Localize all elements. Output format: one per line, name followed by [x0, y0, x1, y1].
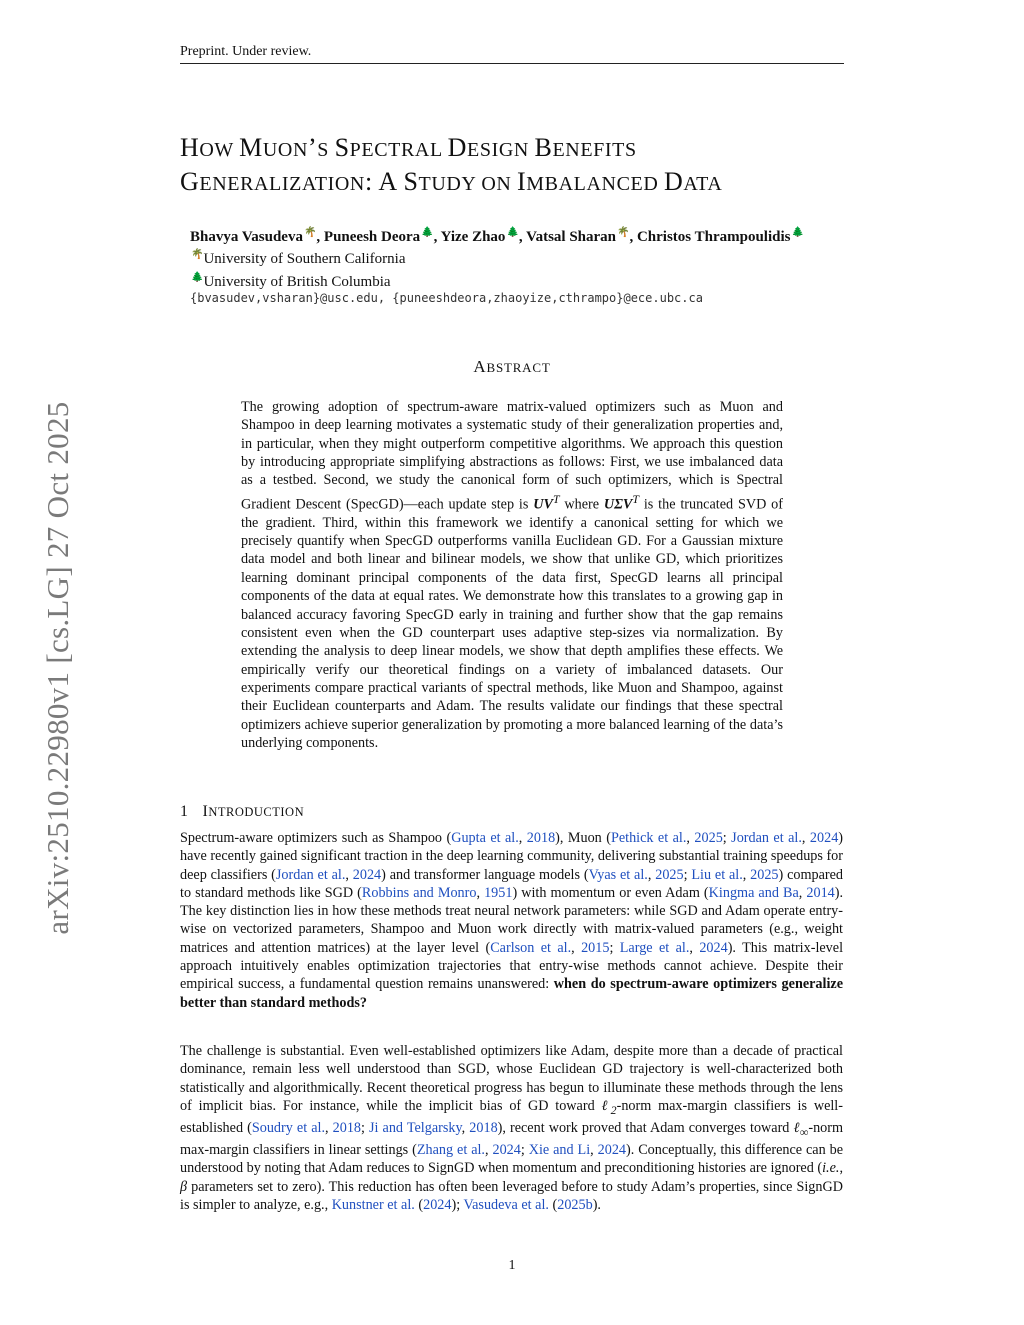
citation-link[interactable]: Vasudeva et al. — [463, 1197, 549, 1214]
math-uvt: UV — [533, 496, 553, 513]
citation-link[interactable]: 2015 — [581, 939, 610, 956]
paragraph-text: -norm max-margin classifiers in linear settings ( — [180, 1120, 844, 1159]
citation-link[interactable]: Zhang et al. — [416, 1142, 485, 1159]
title-fragment: ’ — [308, 133, 318, 162]
paragraph-text: ; — [520, 1142, 529, 1159]
intro-paragraph-2 — [180, 1042, 843, 1214]
citation-link[interactable]: 2018 — [526, 830, 556, 846]
citation-link[interactable]: 2018 — [332, 1120, 361, 1137]
paragraph-text: , — [484, 1142, 493, 1159]
affiliation-usc — [190, 249, 406, 268]
citation-link[interactable]: Vyas et al. — [588, 866, 648, 883]
abstract-heading — [0, 357, 1024, 377]
arxiv-stamp-text: arXiv:2510.22980v1 [cs.LG] 27 Oct 2025 — [40, 400, 75, 935]
title-line-1 — [180, 132, 860, 166]
paragraph-text: The challenge is substantial. Even well-established optimizers like Adam, despite more than a decade of practical dominance, remain less well understood than SGD, whose Euclidean GD trajectory is well-characterized both statistically and algorithmically. Recent theoretical progress has begun to illuminate these methods through the lens of implicit bias. For instance, while the implicit bias of GD toward — [180, 1043, 843, 1114]
section-heading-rest: NTRODUCTION — [208, 805, 305, 819]
paragraph-text: ) have recently gained significant traction in the deep learning community, delivering substantial training speedups for deep classifiers ( — [180, 830, 844, 883]
citation-link[interactable]: 2025 — [750, 866, 779, 883]
citation-link[interactable]: Large et al. — [619, 939, 690, 956]
author-name: Yize Zhao — [440, 229, 506, 245]
paragraph-text: , — [590, 1142, 598, 1159]
citation-link[interactable]: 2024 — [423, 1197, 452, 1214]
paragraph-text: , — [571, 939, 582, 956]
paragraph-text: parameters set to zero). This reduction has often been leveraged before to study Adam’s properties, since SignGD is simpler to analyze, e.g., — [180, 1178, 843, 1214]
paragraph-text: -norm max-margin classifiers is well-established ( — [180, 1097, 843, 1137]
citation-link[interactable]: Soudry et al. — [251, 1120, 325, 1137]
citation-link[interactable]: 2024 — [809, 830, 839, 846]
math-subscript: ∞ — [799, 1124, 809, 1139]
section-heading-introduction — [180, 803, 304, 821]
title-fragment: S — [334, 133, 350, 162]
arxiv-stamp — [38, 375, 78, 960]
citation-link[interactable]: Liu et al. — [691, 866, 743, 883]
paragraph-text: , — [476, 884, 485, 901]
title-fragment: MBALANCED — [526, 173, 664, 195]
math-transpose: T — [552, 491, 560, 506]
palm-tree-icon: 🌴 — [617, 227, 630, 238]
citation-link[interactable]: 2025 — [694, 830, 723, 846]
paragraph-text: ) with momentum or even Adam ( — [512, 884, 709, 901]
paragraph-text: ; — [683, 866, 692, 883]
paragraph-text: , — [798, 884, 807, 901]
palm-tree-icon: 🌴 — [303, 227, 317, 238]
citation-link[interactable]: Jordan et al. — [275, 866, 346, 883]
running-header: Preprint. Under review. — [180, 44, 844, 64]
citation-link[interactable]: Kunstner et al. — [331, 1197, 415, 1214]
paragraph-text: , — [461, 1120, 470, 1137]
separator: , — [316, 229, 324, 245]
affiliation-name: University of Southern California — [203, 251, 406, 267]
citation-link[interactable]: Jordan et al. — [731, 830, 802, 846]
paragraph-text: ) and transformer language models ( — [381, 866, 589, 883]
author-list — [190, 227, 870, 246]
title-fragment: D — [447, 133, 468, 162]
paragraph-text: ; — [361, 1120, 370, 1137]
citation-link[interactable]: 2024 — [699, 939, 728, 956]
citation-link[interactable]: 2025 — [655, 866, 684, 883]
paragraph-text: ( — [548, 1197, 558, 1214]
pine-tree-icon: 🌲 — [191, 272, 204, 283]
citation-link[interactable]: Carlson et al. — [490, 939, 572, 956]
author-emails: {bvasudev,vsharan}@usc.edu, {puneeshdeora,zhaoyize,cthrampo}@ece.ubc.ca — [190, 291, 703, 305]
author-name: Christos Thrampoulidis — [636, 229, 791, 245]
paragraph-text: , — [689, 939, 700, 956]
math-subscript: 2 — [610, 1102, 617, 1117]
author-name: Bhavya Vasudeva — [190, 229, 303, 245]
pine-tree-icon: 🌲 — [506, 227, 519, 238]
title-fragment: M — [239, 133, 263, 162]
author-name: Puneesh Deora — [323, 229, 421, 245]
abstract-body — [241, 398, 783, 752]
title-fragment: B — [534, 133, 553, 162]
separator: , — [433, 229, 441, 245]
title-fragment: ENEFITS — [552, 139, 637, 161]
section-heading-initial: I — [202, 803, 209, 820]
math-italic: ℓ — [601, 1097, 611, 1114]
title-fragment: ESIGN — [467, 139, 535, 161]
paragraph-text: ). This matrix-level approach intuitively enables optimization trajectories that entry-wise methods cannot achieve. Despite their empirical success, a fundamental question remains unanswered: — [180, 939, 844, 993]
citation-link[interactable]: Pethick et al. — [610, 830, 687, 846]
citation-link[interactable]: 1951 — [484, 884, 513, 901]
paragraph-text: ). The key distinction lies in how these methods treat neural network parameters: while SGD and Adam operate entry-wise on vectorized parameters, Shampoo and Muon work directly with matrix-valued parameters (e.g., weight matrices and attention matrices) at the layer level ( — [180, 884, 844, 956]
paragraph-text: ). — [592, 1197, 601, 1214]
abstract-text: where — [559, 496, 604, 513]
title-fragment: S — [317, 139, 335, 161]
title-fragment: TUDY ON — [418, 173, 518, 195]
separator: , — [629, 229, 637, 245]
intro-paragraph-1 — [180, 829, 843, 1012]
title-fragment: ATA — [683, 173, 723, 195]
abstract-text: is the truncated SVD of the gradient. Third, within this framework we identify a canonical setting for which we precisely quantify when SpecGD outperforms vanilla Euclidean GD. For a Gaussian mixture data model and both linear and bilinear models, we show that unlike GD, which prioritizes learning dominant principal components of the data first, SpecGD learns all principal components of the data at equal rates. We demonstrate how this translates to a growing gap in balanced accuracy favoring SpecGD early in training and further show that the gap remains consistent even when the GD counterpart uses adaptive step-sizes via normalization. By extending the analysis to deep linear models, we show that depth amplifies these effects. We empirically verify our theoretical findings on a variety of imbalanced datasets. Our experiments compare practical variants of spectral methods, like Muon and Shampoo, against their Euclidean counterparts and Adam. The results validate our findings that these spectral optimizers achieve superior generalization by promoting a more balanced learning of the data’s underlying components. — [241, 496, 784, 751]
bold-question: when do spectrum-aware optimizers generalize better than standard methods? — [180, 976, 843, 1011]
paragraph-text: Spectrum-aware optimizers such as Shampoo ( — [180, 830, 452, 846]
paragraph-text: , — [839, 1160, 843, 1177]
math-italic: i.e. — [822, 1160, 840, 1177]
separator: , — [518, 229, 527, 245]
author-name: Vatsal Sharan — [526, 229, 617, 245]
title-fragment: ENERALIZATION — [199, 173, 365, 195]
citation-link[interactable]: 2025b — [557, 1197, 593, 1214]
paper-title — [180, 132, 860, 200]
pine-tree-icon: 🌲 — [791, 227, 804, 238]
affiliation-name: University of British Columbia — [203, 274, 391, 290]
title-fragment: I — [517, 167, 527, 196]
paragraph-text: ). Conceptually, this difference can be understood by noting that Adam reduces to SignGD when momentum and preconditioning histories are ignored ( — [180, 1142, 844, 1177]
pine-tree-icon: 🌲 — [421, 227, 434, 238]
citation-link[interactable]: 2018 — [469, 1120, 498, 1137]
title-fragment: S — [403, 167, 419, 196]
citation-link[interactable]: 2024 — [492, 1142, 521, 1159]
title-line-2 — [180, 166, 860, 200]
paragraph-text: , — [345, 866, 353, 883]
citation-link[interactable]: Kingma and Ba — [708, 884, 799, 901]
paragraph-text: , — [325, 1120, 333, 1137]
paragraph-text: ), recent work proved that Adam converges toward — [497, 1120, 794, 1137]
abstract-heading-initial: A — [473, 357, 487, 376]
page-number: 1 — [508, 1258, 516, 1273]
paragraph-text: , — [742, 866, 751, 883]
paragraph-text: ( — [414, 1197, 424, 1214]
title-fragment: : A — [364, 167, 404, 196]
title-fragment: H — [180, 133, 200, 162]
math-italic: ℓ — [793, 1120, 800, 1137]
paragraph-text: , — [801, 830, 810, 846]
citation-link[interactable]: Ji and Telgarsky — [369, 1120, 462, 1137]
math-usvt: UΣV — [603, 496, 633, 513]
section-number: 1 — [180, 803, 189, 820]
paragraph-text: , — [518, 830, 527, 846]
title-fragment: G — [180, 167, 200, 196]
paragraph-text: , — [686, 830, 695, 846]
citation-link[interactable]: 2024 — [352, 866, 382, 883]
title-fragment: D — [663, 167, 684, 196]
paragraph-text: ; — [722, 830, 732, 846]
paragraph-text: ), Muon ( — [555, 830, 611, 846]
paragraph-text: , — [647, 866, 656, 883]
paragraph-text: ) compared to standard methods like SGD ( — [180, 866, 843, 901]
citation-link[interactable]: 2024 — [597, 1142, 627, 1159]
title-fragment: PECTRAL — [349, 139, 448, 161]
abstract-heading-rest: BSTRACT — [486, 360, 551, 375]
title-fragment: OW — [199, 139, 240, 161]
citation-link[interactable]: Gupta et al. — [451, 830, 519, 846]
abstract-text: The growing adoption of spectrum-aware matrix-valued optimizers such as Muon and Shampoo in deep learning motivates a systematic study of their generalization properties and, in particular, when they might outperform competitive algorithms. We approach this question by introducing appropriate simplifying abstractions as follows: First, we use imbalanced data as a testbed. Second, we study the canonical form of such optimizers, which is Spectral Gradient Descent (SpecGD)—each update step is — [241, 399, 783, 513]
affiliation-ubc — [190, 272, 391, 291]
citation-link[interactable]: Robbins and Monro — [361, 884, 477, 901]
paragraph-text: ); — [451, 1197, 464, 1214]
palm-tree-icon: 🌴 — [191, 249, 204, 260]
paragraph-text: ; — [609, 939, 620, 956]
math-italic: β — [180, 1178, 188, 1195]
citation-link[interactable]: 2014 — [806, 884, 835, 901]
citation-link[interactable]: Xie and Li — [528, 1142, 591, 1159]
math-transpose: T — [632, 491, 639, 506]
title-fragment: UON — [262, 139, 309, 161]
